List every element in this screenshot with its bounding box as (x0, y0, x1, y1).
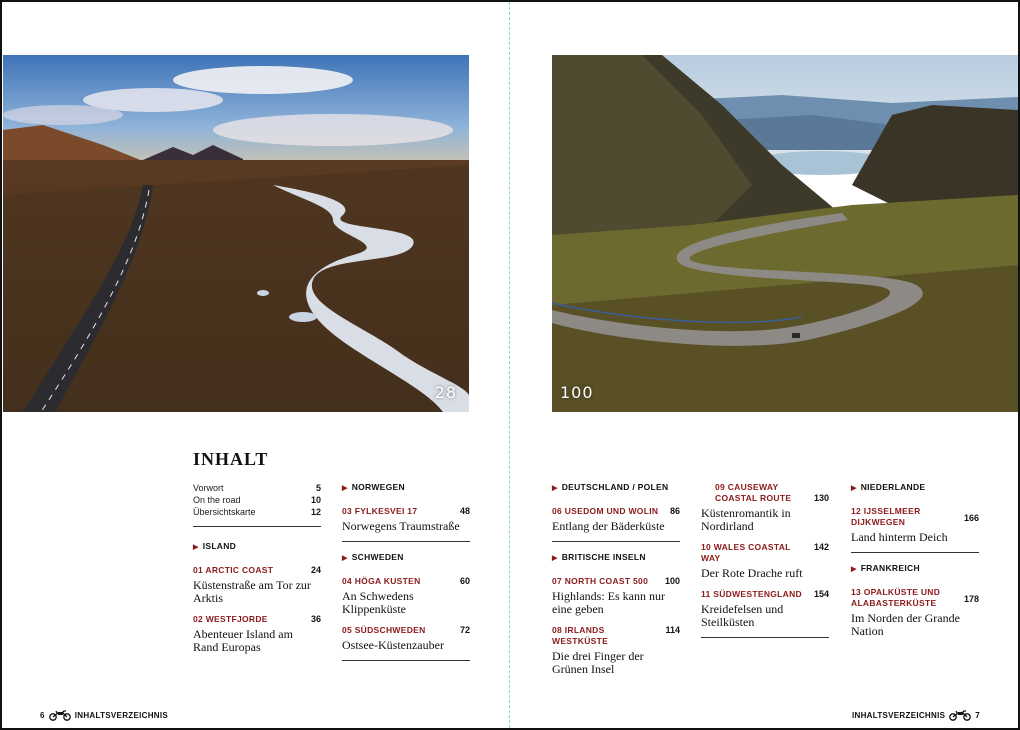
entry-title: 13 OPALKÜSTE UND ALABASTERKÜSTE (851, 587, 941, 608)
entry-title: 06 USEDOM UND WOLIN (552, 506, 659, 516)
front-matter-label: Vorwort (193, 483, 224, 493)
section-label: INHALTSVERZEICHNIS (851, 710, 946, 720)
entry-page: 142 (813, 542, 829, 552)
region-heading: ▶ NIEDERLANDE (851, 482, 926, 492)
entry-title: 10 WALES COASTAL WAY (701, 542, 791, 563)
entry-page: 24 (310, 565, 321, 575)
toc-entry[interactable] (552, 576, 680, 616)
triangle-icon: ▶ (342, 485, 348, 492)
footer-left (40, 709, 168, 721)
photo-north-coast-500 (552, 55, 1018, 412)
toc-entry[interactable] (851, 506, 979, 544)
entry-subtitle: Küstenromantik in Nordirland (701, 506, 791, 533)
entry-page: 114 (665, 625, 680, 635)
entry-subtitle: Kreidefelsen und Steilküsten (701, 602, 784, 629)
page-number: 6 (40, 710, 45, 720)
entry-subtitle: Die drei Finger der Grünen Insel (552, 649, 644, 676)
entry-subtitle: Highlands: Es kann nur eine geben (552, 589, 665, 616)
divider (193, 526, 321, 527)
motorcycle-icon (49, 709, 71, 721)
toc-entry[interactable] (552, 625, 680, 676)
entry-page: 154 (813, 589, 829, 599)
entry-title: 09 CAUSEWAY COASTAL ROUTE (715, 482, 792, 503)
entry-title: 12 IJSSELMEER DIJKWEGEN (851, 506, 921, 527)
entry-title: 05 SÜDSCHWEDEN (342, 625, 426, 635)
entry-page: 36 (310, 614, 321, 624)
entry-page: 130 (813, 493, 829, 503)
front-matter-label: Übersichtskarte (193, 507, 256, 517)
toc-entry[interactable] (851, 587, 979, 638)
region-heading: ▶ ISLAND (193, 541, 237, 551)
photo-arctic-coast (3, 55, 469, 412)
entry-page: 60 (459, 576, 470, 586)
entry-title: 04 HÖGA KUSTEN (342, 576, 421, 586)
front-matter-label: On the road (193, 495, 241, 505)
entry-title: 07 NORTH COAST 500 (552, 576, 649, 586)
divider (851, 552, 979, 553)
section-label: INHALTSVERZEICHNIS (74, 710, 169, 720)
footer-right (852, 709, 980, 721)
toc-column-1 (193, 482, 321, 654)
triangle-icon: ▶ (342, 555, 348, 562)
region-heading: ▶ SCHWEDEN (342, 552, 404, 562)
front-matter-page: 5 (315, 483, 321, 493)
entry-title: 03 FYLKESVEI 17 (342, 506, 418, 516)
toc-column-2 (342, 482, 470, 661)
front-matter-page: 12 (310, 507, 321, 517)
triangle-icon: ▶ (552, 555, 558, 562)
triangle-icon: ▶ (552, 485, 558, 492)
triangle-icon: ▶ (851, 566, 857, 573)
entry-title: 08 IRLANDS WESTKÜSTE (552, 625, 609, 646)
front-matter-item[interactable] (193, 506, 321, 518)
entry-subtitle: Im Norden der Grande Nation (851, 611, 960, 638)
toc-entry[interactable] (342, 576, 470, 616)
entry-subtitle: Entlang der Bäderküste (552, 519, 665, 533)
toc-entry[interactable] (342, 506, 470, 533)
front-matter-list (193, 482, 321, 518)
divider (701, 637, 829, 638)
entry-title: 02 WESTFJORDE (193, 614, 268, 624)
entry-page: 48 (459, 506, 470, 516)
motorcycle-icon (949, 709, 971, 721)
divider (342, 541, 470, 542)
entry-title: 01 ARCTIC COAST (193, 565, 274, 575)
book-spine (509, 2, 510, 728)
toc-column-3 (552, 482, 680, 676)
front-matter-page: 10 (310, 495, 321, 505)
entry-subtitle: Der Rote Drache ruft (701, 566, 803, 580)
region-heading: ▶ FRANKREICH (851, 563, 920, 573)
toc-entry[interactable] (552, 506, 680, 533)
page-number: 7 (975, 710, 980, 720)
triangle-icon: ▶ (851, 485, 857, 492)
toc-column-5 (851, 482, 979, 638)
divider (342, 660, 470, 661)
toc-entry[interactable] (701, 542, 829, 580)
divider (552, 541, 680, 542)
toc-entry[interactable] (701, 482, 829, 533)
photo-page-number: 100 (560, 383, 594, 402)
triangle-icon: ▶ (193, 544, 199, 551)
entry-page: 86 (669, 506, 680, 516)
toc-title: INHALT (193, 449, 269, 469)
region-heading: ▶ NORWEGEN (342, 482, 405, 492)
toc-column-4 (701, 482, 829, 638)
front-matter-item[interactable] (193, 482, 321, 494)
entry-page: 72 (459, 625, 470, 635)
entry-page: 178 (963, 594, 979, 604)
entry-page: 166 (963, 513, 979, 523)
front-matter-item[interactable] (193, 494, 321, 506)
region-heading: ▶ DEUTSCHLAND / POLEN (552, 482, 669, 492)
entry-subtitle: Ostsee-Küstenzauber (342, 638, 444, 652)
toc-entry[interactable] (701, 589, 829, 629)
entry-page: 100 (664, 576, 680, 586)
entry-subtitle: Norwegens Traumstraße (342, 519, 460, 533)
entry-subtitle: An Schwedens Klippenküste (342, 589, 414, 616)
toc-entry[interactable] (193, 614, 321, 654)
toc-entry[interactable] (342, 625, 470, 652)
entry-subtitle: Küstenstraße am Tor zur Arktis (193, 578, 311, 605)
region-heading: ▶ BRITISCHE INSELN (552, 552, 646, 562)
entry-subtitle: Abenteuer Island am Rand Europas (193, 627, 293, 654)
entry-subtitle: Land hinterm Deich (851, 530, 948, 544)
photo-page-number: 28 (434, 383, 457, 402)
toc-entry[interactable] (193, 565, 321, 605)
entry-title: 11 SÜDWESTENGLAND (701, 589, 802, 599)
